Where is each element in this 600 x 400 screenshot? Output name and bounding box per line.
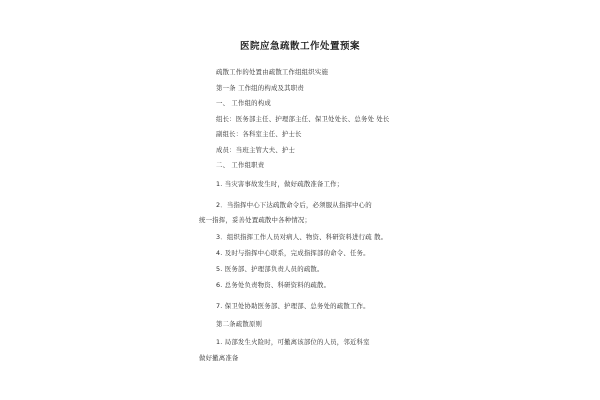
subsection-heading: 二、 工作组职责 [216,161,265,169]
list-item: 1. 局部发生火险时，可撤离该部位的人员，邻近科室 [216,338,370,346]
list-item: 7. 保卫处协助医务部、护理部、总务处的疏散工作。 [216,302,370,310]
text-line: 成员：当班主管大夫、护士 [216,146,296,154]
document-title: 医院应急疏散工作处置预案 [239,41,360,52]
list-item: 1. 当灾害事故发生时，做好疏散准备工作； [216,180,344,188]
list-item-continuation: 做好撤离准备 [199,354,239,362]
list-item: 3．组织指挥工作人员对病人、物资、科研资料进行疏 散。 [216,233,388,241]
list-item: 4. 及时与指挥中心联系，完成指挥部的命令、任务。 [216,249,370,257]
list-item: 6. 总务处负责物资、科研资料的疏散。 [216,281,331,289]
list-item: 5. 医务部、护理部负责人员的疏散。 [216,265,324,273]
text-line: 疏散工作的处置由疏散工作组组织实施 [216,68,329,76]
text-line: 组长：医务部主任、护理部主任、保卫处处长、总务处 处长 [216,115,390,123]
list-item: 2．当指挥中心下达疏散命令后，必须服从指挥中心的 [216,201,372,209]
section-heading: 第一条 工作组的构成及其职责 [216,84,304,92]
text-line: 副组长：各科室主任、护士长 [216,130,302,138]
section-heading: 第二条疏散原则 [216,320,263,328]
subsection-heading: 一、 工作组的构成 [216,99,271,107]
list-item-continuation: 统一指挥，妥善处置疏散中各种情况； [199,216,312,224]
